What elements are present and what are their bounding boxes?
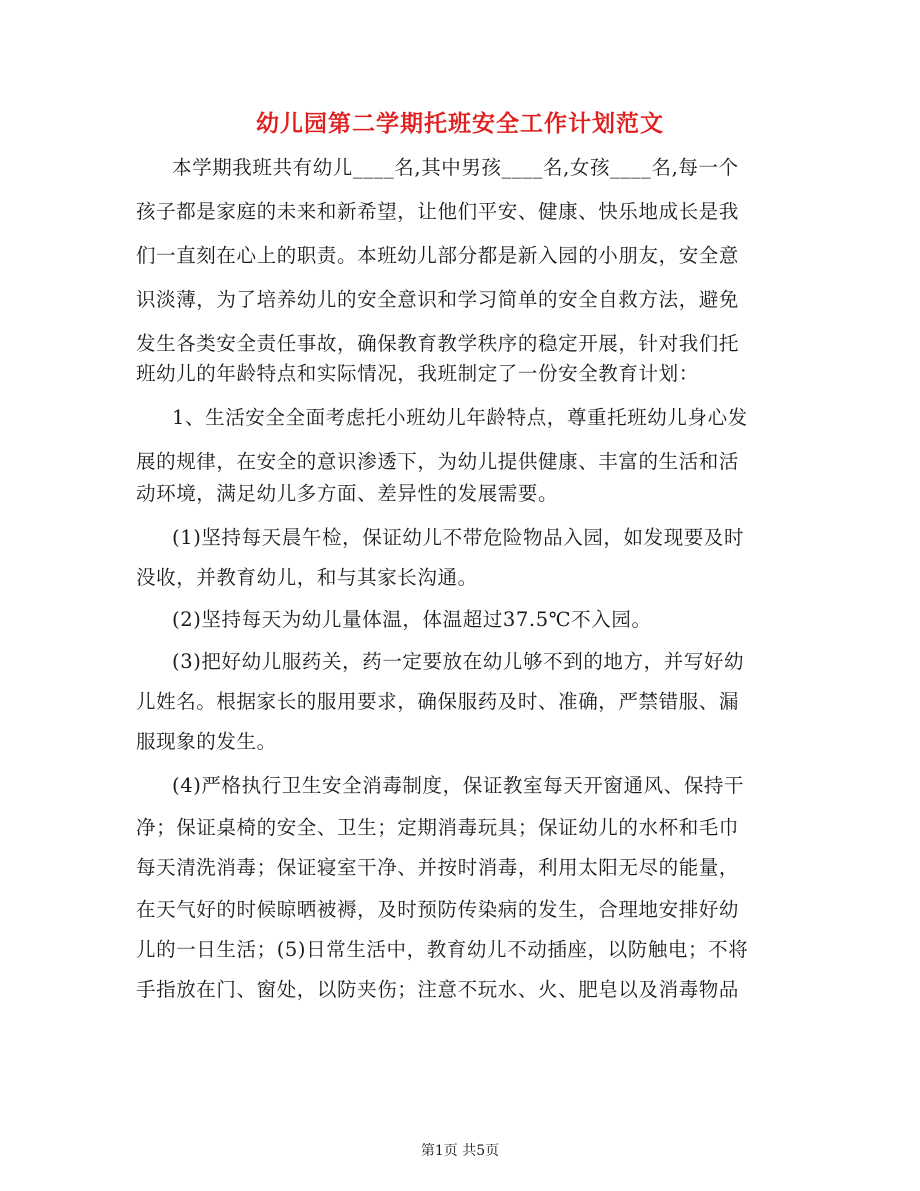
paragraph-line: (2)坚持每天为幼儿量体温，体温超过37.5℃不入园。 — [172, 608, 652, 631]
paragraph-line: (3)把好幼儿服药关，药一定要放在幼儿够不到的地方，并写好幼 — [172, 650, 745, 673]
paragraph-line: (1)坚持每天晨午检，保证幼儿不带危险物品入园，如发现要及时 — [172, 526, 745, 549]
paragraph-line: 动环境，满足幼儿多方面、差异性的发展需要。 — [136, 482, 559, 505]
paragraph-line: 在天气好的时候晾晒被褥，及时预防传染病的发生，合理地安排好幼 — [136, 898, 740, 921]
paragraph-line: 净；保证桌椅的安全、卫生；定期消毒玩具；保证幼儿的水杯和毛巾 — [136, 816, 740, 839]
page-number-footer: 第1页 共5页 — [420, 1143, 500, 1159]
paragraph-line: 孩子都是家庭的未来和新希望，让他们平安、健康、快乐地成长是我 — [136, 200, 740, 223]
paragraph-line: 手指放在门、窗处，以防夹伤；注意不玩水、火、肥皂以及消毒物品 — [136, 978, 740, 1001]
document-title: 幼儿园第二学期托班安全工作计划范文 — [256, 110, 664, 137]
paragraph-line: 儿姓名。根据家长的服用要求，确保服药及时、准确，严禁错服、漏 — [136, 690, 740, 713]
paragraph-line: 本学期我班共有幼儿____名,其中男孩____名,女孩____名,每一个 — [172, 156, 739, 179]
paragraph-line: 们一直刻在心上的职责。本班幼儿部分都是新入园的小朋友，安全意 — [136, 244, 740, 267]
paragraph-line: (4)严格执行卫生安全消毒制度，保证教室每天开窗通风、保持干 — [172, 774, 745, 797]
paragraph-line: 识淡薄，为了培养幼儿的安全意识和学习简单的安全自救方法，避免 — [136, 288, 740, 311]
paragraph-line: 发生各类安全责任事故，确保教育教学秩序的稳定开展，针对我们托 — [136, 332, 740, 355]
paragraph-line: 班幼儿的年龄特点和实际情况，我班制定了一份安全教育计划： — [136, 362, 699, 385]
paragraph-line: 服现象的发生。 — [136, 730, 277, 753]
paragraph-line: 1、生活安全全面考虑托小班幼儿年龄特点，尊重托班幼儿身心发 — [172, 406, 748, 429]
paragraph-line: 没收，并教育幼儿，和与其家长沟通。 — [136, 566, 478, 589]
paragraph-line: 儿的一日生活；(5)日常生活中，教育幼儿不动插座，以防触电；不将 — [136, 938, 749, 961]
paragraph-line: 展的规律，在安全的意识渗透下，为幼儿提供健康、丰富的生活和活 — [136, 450, 740, 473]
paragraph-line: 每天清洗消毒；保证寝室干净、并按时消毒，利用太阳无尽的能量， — [136, 856, 740, 879]
